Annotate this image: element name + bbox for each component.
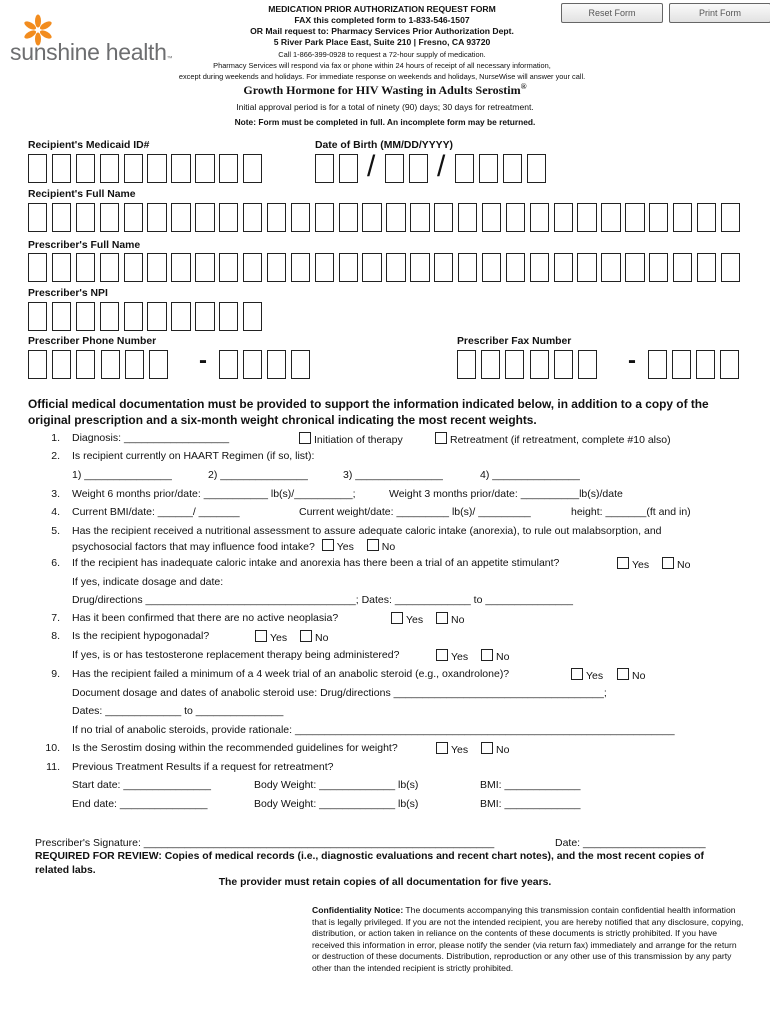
checkbox-icon[interactable] <box>322 539 334 551</box>
approval-period: Initial approval period is for a total of ninety (90) days; 30 days for retreatment. <box>236 102 534 112</box>
header-fax: FAX this completed form to 1-833-546-1507 <box>294 15 470 25</box>
drug-title-row <box>0 82 770 98</box>
checkbox-icon[interactable] <box>481 742 493 754</box>
checkbox-icon[interactable] <box>481 649 493 661</box>
q2-number: 2. <box>51 450 60 462</box>
signature-date[interactable]: Date: _____________________ <box>555 837 706 849</box>
q7-no-option[interactable] <box>436 612 464 626</box>
q7-text: Has it been confirmed that there are no active neoplasia? <box>72 612 339 624</box>
print-form-button[interactable]: Print Form <box>669 3 770 23</box>
q4-current-weight[interactable]: Current weight/date: _________ lb(s)/ _________ <box>299 506 531 518</box>
q4-current-bmi[interactable]: Current BMI/date: ______/ _______ <box>72 506 240 518</box>
q11-start-date[interactable]: Start date: _______________ <box>72 779 211 791</box>
no-label: No <box>381 541 396 553</box>
full-name-boxes[interactable] <box>28 203 745 232</box>
q8b-no-option[interactable] <box>481 649 509 663</box>
q5-number: 5. <box>51 525 60 537</box>
q9-dates[interactable]: Dates: _____________ to _______________ <box>72 705 284 717</box>
fax-line-boxes[interactable] <box>648 350 744 379</box>
q2-text: Is recipient currently on HAART Regimen (if so, list): <box>72 450 315 462</box>
reset-form-button[interactable]: Reset Form <box>561 3 663 23</box>
confidentiality-text: The documents accompanying this transmission contain confidential health information that is legally privileged. If you are not the intended recipient, you are hereby notified that any disclosure, copying, distribution, or action taken in reliance on the contents of these documents is strictly prohibited. If you have received this information in error, please notify the sender (via return fax) immediately and arrange for the return or destruction of these documents. Distribution, reproduction or any other use of this transmission by any party other than the intended recipient is strictly prohibited. <box>312 905 744 973</box>
q11-body-weight-2[interactable]: Body Weight: _____________ lb(s) <box>254 798 419 810</box>
q7-yes-option[interactable] <box>391 612 423 626</box>
required-for-review: REQUIRED FOR REVIEW: Copies of medical records (i.e., diagnostic evaluations and recent chart notes), and the most recent copies of related labs. <box>35 851 704 876</box>
brand-name: sunshine health <box>10 39 167 65</box>
q11-number: 11. <box>46 761 60 773</box>
q4-number: 4. <box>51 506 60 518</box>
q9-steroid-directions[interactable]: Document dosage and dates of anabolic steroid use: Drug/directions ____________________________________; <box>72 687 607 699</box>
q6-dosage-prompt: If yes, indicate dosage and date: <box>72 576 224 588</box>
q10-yes-option[interactable] <box>436 742 468 756</box>
phone-prefix-boxes[interactable] <box>101 350 173 379</box>
q9-no-option[interactable] <box>617 668 645 682</box>
yes-label: Yes <box>336 541 354 553</box>
q3-weight-3mo[interactable]: Weight 3 months prior/date: __________lb(s)/date <box>389 488 623 500</box>
confidentiality-label: Confidentiality Notice: <box>312 905 404 915</box>
yes-label: Yes <box>586 670 604 682</box>
q5-text: Has the recipient received a nutritional assessment to assure adequate caloric intake (anorexia), to rule out malabsorption, and <box>72 525 662 537</box>
q6-yes-option[interactable] <box>617 557 649 571</box>
header-address: 5 River Park Place East, Suite 210 | Fresno, CA 93720 <box>273 37 491 47</box>
checkbox-icon[interactable] <box>436 742 448 754</box>
q10-number: 10. <box>45 742 60 754</box>
header-mail: OR Mail request to: Pharmacy Services Prior Authorization Dept. <box>250 26 514 36</box>
q6-no-option[interactable] <box>662 557 690 571</box>
no-label: No <box>315 632 329 644</box>
q9-yes-option[interactable] <box>571 668 603 682</box>
fax-prefix-boxes[interactable] <box>530 350 602 379</box>
npi-boxes[interactable] <box>28 302 267 331</box>
q6-text: If the recipient has inadequate caloric intake and anorexia has there been a trial of an appetite stimulant? <box>72 557 560 569</box>
q8-testosterone-text: If yes, is or has testosterone replacement therapy being administered? <box>72 649 400 661</box>
form-header <box>130 4 634 82</box>
header-respond: Pharmacy Services will respond via fax or phone within 24 hours of receipt of all necessary information, <box>213 61 551 70</box>
q6-number: 6. <box>51 557 60 569</box>
checkbox-icon[interactable] <box>300 630 312 642</box>
checkbox-icon[interactable] <box>367 539 379 551</box>
fax-label: Prescriber Fax Number <box>457 336 572 347</box>
no-label: No <box>632 670 646 682</box>
q9-text: Has the recipient failed a minimum of a 4 week trial of an anabolic steroid (e.g., oxandrolone)? <box>72 668 510 680</box>
prescriber-signature[interactable]: Prescriber's Signature: ____________________________________________________________ <box>35 837 495 849</box>
yes-label: Yes <box>270 632 288 644</box>
q7-number: 7. <box>51 612 60 624</box>
checkbox-icon[interactable] <box>299 432 311 444</box>
confidentiality-notice <box>312 905 745 974</box>
npi-label: Prescriber's NPI <box>28 288 108 299</box>
yes-label: Yes <box>451 651 469 663</box>
no-label: No <box>677 559 691 571</box>
dob-year-boxes[interactable] <box>455 154 551 183</box>
checkbox-icon[interactable] <box>617 668 629 680</box>
q9-number: 9. <box>51 668 60 680</box>
phone-label: Prescriber Phone Number <box>28 336 157 347</box>
no-label: No <box>496 651 510 663</box>
q8-no-option[interactable] <box>300 630 328 644</box>
q1-diagnosis[interactable]: Diagnosis: __________________ <box>72 432 230 444</box>
checkbox-icon[interactable] <box>435 432 447 444</box>
checkbox-icon[interactable] <box>571 668 583 680</box>
registered-mark: ® <box>520 82 527 91</box>
yes-label: Yes <box>632 559 650 571</box>
fax-dash: - <box>628 347 636 374</box>
phone-dash: - <box>199 347 207 374</box>
retain-copies-notice: The provider must retain copies of all documentation for five years. <box>218 877 552 888</box>
completion-note: Note: Form must be completed in full. An incomplete form may be returned. <box>234 117 536 127</box>
q2-regimen-1[interactable]: 1) _______________ <box>72 469 172 481</box>
q8-yes-option[interactable] <box>255 630 287 644</box>
trademark: ™ <box>166 56 173 62</box>
q4-height[interactable]: height: _______(ft and in) <box>571 506 691 518</box>
prescriber-name-label: Prescriber's Full Name <box>28 240 141 251</box>
q1-initiation-option[interactable] <box>299 432 403 446</box>
medicaid-id-label: Recipient's Medicaid ID# <box>28 140 150 151</box>
q8-number: 8. <box>51 630 60 642</box>
q5-text-2: psychosocial factors that may influence food intake? <box>72 541 315 553</box>
dob-day-boxes[interactable] <box>385 154 433 183</box>
checkbox-icon[interactable] <box>662 557 674 569</box>
header-call: Call 1-866-399-0928 to request a 72-hour supply of medication. <box>278 50 486 59</box>
dob-label: Date of Birth (MM/DD/YYYY) <box>315 140 453 151</box>
q2-regimen-3[interactable]: 3) _______________ <box>343 469 443 481</box>
q2-regimen-2[interactable]: 2) _______________ <box>208 469 308 481</box>
prescriber-name-boxes[interactable] <box>28 253 745 282</box>
q8b-yes-option[interactable] <box>436 649 468 663</box>
dob-slash-2: / <box>437 150 446 183</box>
header-title: MEDICATION PRIOR AUTHORIZATION REQUEST FORM <box>268 4 496 14</box>
q1-initiation-label: Initiation of therapy <box>314 434 403 446</box>
q3-weight-6mo[interactable]: Weight 6 months prior/date: ___________ lb(s)/__________; <box>72 488 356 500</box>
q11-bmi-2[interactable]: BMI: _____________ <box>480 798 581 810</box>
q11-body-weight-1[interactable]: Body Weight: _____________ lb(s) <box>254 779 419 791</box>
q5-yes-option[interactable] <box>322 541 354 553</box>
checkbox-icon[interactable] <box>255 630 267 642</box>
q5-row <box>72 539 395 553</box>
q3-number: 3. <box>51 488 60 500</box>
full-name-label: Recipient's Full Name <box>28 189 136 200</box>
fax-area-boxes[interactable] <box>457 350 529 379</box>
header-weekend: except during weekends and holidays. For immediate response on weekends and holidays, NurseWise will answer your call. <box>178 72 586 81</box>
q6-drug-directions[interactable]: Drug/directions ____________________________________; Dates: _____________ to _______________ <box>72 594 573 606</box>
phone-area-boxes[interactable] <box>28 350 100 379</box>
checkbox-icon[interactable] <box>391 612 403 624</box>
yes-label: Yes <box>406 614 424 626</box>
q11-bmi-1[interactable]: BMI: _____________ <box>480 779 581 791</box>
checkbox-icon[interactable] <box>436 649 448 661</box>
q2-regimen-4[interactable]: 4) _______________ <box>480 469 580 481</box>
dob-month-boxes[interactable] <box>315 154 363 183</box>
q9-rationale[interactable]: If no trial of anabolic steroids, provide rationale: _________________________________________________________________ <box>72 724 675 736</box>
phone-line-boxes[interactable] <box>219 350 315 379</box>
medicaid-id-boxes[interactable] <box>28 154 267 183</box>
q1-number: 1. <box>51 432 60 444</box>
q1-retreatment-label: Retreatment (if retreatment, complete #10 also) <box>450 434 671 446</box>
no-label: No <box>451 614 465 626</box>
q8-text: Is the recipient hypogonadal? <box>72 630 210 642</box>
yes-label: Yes <box>451 744 469 756</box>
q5-no-option[interactable] <box>367 541 395 553</box>
drug-title: Growth Hormone for HIV Wasting in Adults Serostim <box>243 83 521 97</box>
q10-text: Is the Serostim dosing within the recommended guidelines for weight? <box>72 742 398 754</box>
q11-end-date[interactable]: End date: _______________ <box>72 798 208 810</box>
q11-text: Previous Treatment Results if a request for retreatment? <box>72 761 334 773</box>
checkbox-icon[interactable] <box>617 557 629 569</box>
no-label: No <box>496 744 510 756</box>
q10-no-option[interactable] <box>481 742 509 756</box>
dob-slash-1: / <box>367 150 376 183</box>
q1-retreatment-option[interactable] <box>435 432 671 446</box>
checkbox-icon[interactable] <box>436 612 448 624</box>
official-documentation-notice: Official medical documentation must be provided to support the information indicated below, in addition to a copy of the original prescription and a six-month weight chronical indicating the most recent weights. <box>28 397 709 427</box>
